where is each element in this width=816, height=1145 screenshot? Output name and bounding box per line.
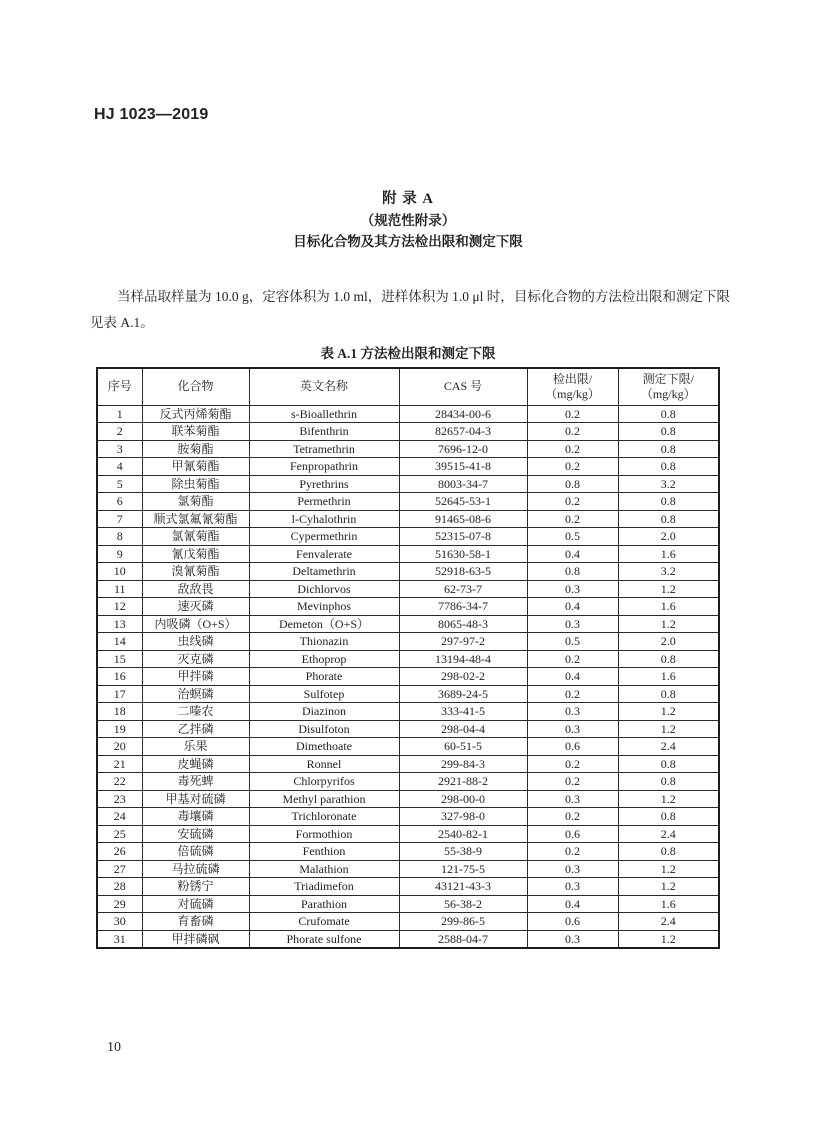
table-cell: 0.5 <box>527 633 618 651</box>
column-header: CAS 号 <box>399 368 527 405</box>
table-cell: 安硫磷 <box>142 825 249 843</box>
table-row <box>97 825 719 843</box>
table-cell: 1.2 <box>618 580 719 598</box>
table-cell: Pyrethrins <box>249 475 399 493</box>
table-row <box>97 475 719 493</box>
column-header: 测定下限/ （mg/kg） <box>618 368 719 405</box>
table-cell: 2.0 <box>618 633 719 651</box>
table-body <box>97 405 719 948</box>
table-cell: 0.3 <box>527 703 618 721</box>
table-cell: 21 <box>97 755 142 773</box>
table-cell: 敌敌畏 <box>142 580 249 598</box>
table-cell: Deltamethrin <box>249 563 399 581</box>
table-cell: Tetramethrin <box>249 440 399 458</box>
table-cell: 0.2 <box>527 773 618 791</box>
table-cell: Trichloronate <box>249 808 399 826</box>
table-cell: 91465-08-6 <box>399 510 527 528</box>
table-cell: 11 <box>97 580 142 598</box>
column-header: 英文名称 <box>249 368 399 405</box>
table-cell: 0.8 <box>618 808 719 826</box>
table-cell: 82657-04-3 <box>399 423 527 441</box>
table-cell: 1.2 <box>618 790 719 808</box>
table-cell: 0.3 <box>527 930 618 948</box>
table-cell: 299-84-3 <box>399 755 527 773</box>
table-cell: 0.8 <box>618 440 719 458</box>
table-row <box>97 685 719 703</box>
table-cell: 速灭磷 <box>142 598 249 616</box>
table-cell: 51630-58-1 <box>399 545 527 563</box>
table-cell: 0.4 <box>527 598 618 616</box>
table-cell: 0.8 <box>618 405 719 423</box>
table-row <box>97 580 719 598</box>
table-cell: 3.2 <box>618 475 719 493</box>
table-cell: 育畜磷 <box>142 913 249 931</box>
table-cell: 16 <box>97 668 142 686</box>
table-cell: 0.2 <box>527 458 618 476</box>
table-cell: 9 <box>97 545 142 563</box>
table-cell: 1.2 <box>618 703 719 721</box>
table-cell: 2.4 <box>618 913 719 931</box>
table-cell: 0.5 <box>527 528 618 546</box>
table-cell: 1.2 <box>618 615 719 633</box>
table-cell: 倍硫磷 <box>142 843 249 861</box>
table-cell: 甲氰菊酯 <box>142 458 249 476</box>
appendix-heading: 目标化合物及其方法检出限和测定下限 <box>293 234 523 249</box>
table-cell: 10 <box>97 563 142 581</box>
intro-paragraph: 当样品取样量为 10.0 g，定容体积为 1.0 ml，进样体积为 1.0 μl 时，目标化合物的方法检出限和测定下限见表 A.1。 <box>90 289 730 330</box>
table-row <box>97 895 719 913</box>
table-cell: 马拉硫磷 <box>142 860 249 878</box>
table-cell: 14 <box>97 633 142 651</box>
table-cell: 0.8 <box>618 423 719 441</box>
table-cell: 氰戊菊酯 <box>142 545 249 563</box>
table-cell: 皮蝇磷 <box>142 755 249 773</box>
table-cell: 0.8 <box>618 755 719 773</box>
table-cell: 0.8 <box>618 773 719 791</box>
table-cell: 反式丙烯菊酯 <box>142 405 249 423</box>
table-cell: 溴氰菊酯 <box>142 563 249 581</box>
table-row <box>97 773 719 791</box>
table-cell: Fenpropathrin <box>249 458 399 476</box>
table-row <box>97 650 719 668</box>
table-cell: Dichlorvos <box>249 580 399 598</box>
table-cell: 13194-48-4 <box>399 650 527 668</box>
table-cell: 0.8 <box>618 650 719 668</box>
table-cell: 0.2 <box>527 808 618 826</box>
appendix-title: 附 录 A <box>382 191 434 207</box>
table-cell: Fenthion <box>249 843 399 861</box>
table-cell: 粉锈宁 <box>142 878 249 896</box>
table-cell: 15 <box>97 650 142 668</box>
table-cell: 甲拌磷 <box>142 668 249 686</box>
table-cell: 除虫菊酯 <box>142 475 249 493</box>
table-row <box>97 615 719 633</box>
table-cell: 2.0 <box>618 528 719 546</box>
table-row <box>97 878 719 896</box>
table-cell: 24 <box>97 808 142 826</box>
table-cell: Disulfoton <box>249 720 399 738</box>
table-cell: 治螟磷 <box>142 685 249 703</box>
table-cell: 8 <box>97 528 142 546</box>
table-row <box>97 598 719 616</box>
table-cell: 2.4 <box>618 738 719 756</box>
table-cell: 2 <box>97 423 142 441</box>
table-cell: 0.8 <box>618 493 719 511</box>
table-cell: 0.3 <box>527 878 618 896</box>
table-cell: 灭克磷 <box>142 650 249 668</box>
column-header: 序号 <box>97 368 142 405</box>
detection-limits-table <box>96 367 720 949</box>
table-cell: 25 <box>97 825 142 843</box>
table-cell: 13 <box>97 615 142 633</box>
table-cell: Permethrin <box>249 493 399 511</box>
table-cell: 0.3 <box>527 720 618 738</box>
table-cell: 乐果 <box>142 738 249 756</box>
table-cell: Parathion <box>249 895 399 913</box>
table-cell: 52918-63-5 <box>399 563 527 581</box>
table-cell: 1.2 <box>618 878 719 896</box>
table-cell: 氯菊酯 <box>142 493 249 511</box>
table-cell: 3689-24-5 <box>399 685 527 703</box>
table-row <box>97 405 719 423</box>
table-row <box>97 930 719 948</box>
table-cell: 17 <box>97 685 142 703</box>
table-cell: 7786-34-7 <box>399 598 527 616</box>
table-cell: 6 <box>97 493 142 511</box>
table-cell: s-Bioallethrin <box>249 405 399 423</box>
table-row <box>97 703 719 721</box>
table-cell: 28434-00-6 <box>399 405 527 423</box>
table-cell: Phorate sulfone <box>249 930 399 948</box>
table-cell: 7696-12-0 <box>399 440 527 458</box>
table-cell: 0.3 <box>527 790 618 808</box>
table-cell: 62-73-7 <box>399 580 527 598</box>
table-row <box>97 458 719 476</box>
table-cell: 顺式氯氟氰菊酯 <box>142 510 249 528</box>
table-row <box>97 510 719 528</box>
table-cell: Formothion <box>249 825 399 843</box>
table-cell: 0.2 <box>527 423 618 441</box>
table-cell: 二嗪农 <box>142 703 249 721</box>
table-cell: Diazinon <box>249 703 399 721</box>
table-cell: 内吸磷（O+S） <box>142 615 249 633</box>
table-cell: 0.2 <box>527 405 618 423</box>
table-cell: 0.2 <box>527 650 618 668</box>
table-row <box>97 563 719 581</box>
table-cell: 298-00-0 <box>399 790 527 808</box>
table-cell: Ronnel <box>249 755 399 773</box>
table-cell: 30 <box>97 913 142 931</box>
table-caption: 表 A.1 方法检出限和测定下限 <box>320 346 496 361</box>
table-row <box>97 755 719 773</box>
table-row <box>97 913 719 931</box>
table-cell: 1.2 <box>618 860 719 878</box>
table-cell: 1.2 <box>618 930 719 948</box>
table-cell: 8003-34-7 <box>399 475 527 493</box>
table-cell: 52315-07-8 <box>399 528 527 546</box>
table-row <box>97 440 719 458</box>
table-cell: 60-51-5 <box>399 738 527 756</box>
table-cell: 0.3 <box>527 615 618 633</box>
table-cell: Phorate <box>249 668 399 686</box>
table-cell: Mevinphos <box>249 598 399 616</box>
table-cell: 2588-04-7 <box>399 930 527 948</box>
table-cell: 乙拌磷 <box>142 720 249 738</box>
table-cell: 22 <box>97 773 142 791</box>
table-cell: 对硫磷 <box>142 895 249 913</box>
table-row <box>97 423 719 441</box>
table-cell: 1.2 <box>618 720 719 738</box>
table-cell: 3 <box>97 440 142 458</box>
table-cell: Triadimefon <box>249 878 399 896</box>
table-cell: 联苯菊酯 <box>142 423 249 441</box>
table-cell: 0.2 <box>527 755 618 773</box>
table-cell: 20 <box>97 738 142 756</box>
table-cell: 0.8 <box>618 510 719 528</box>
table-cell: Bifenthrin <box>249 423 399 441</box>
table-cell: 52645-53-1 <box>399 493 527 511</box>
table-cell: 0.8 <box>618 685 719 703</box>
table-cell: 298-02-2 <box>399 668 527 686</box>
table-cell: 胺菊酯 <box>142 440 249 458</box>
table-cell: Demeton（O+S） <box>249 615 399 633</box>
table-row <box>97 528 719 546</box>
table-row <box>97 808 719 826</box>
table-cell: 7 <box>97 510 142 528</box>
table-cell: 0.2 <box>527 493 618 511</box>
table-cell: 0.6 <box>527 738 618 756</box>
table-cell: 0.8 <box>527 475 618 493</box>
table-row <box>97 843 719 861</box>
table-cell: 27 <box>97 860 142 878</box>
table-cell: 31 <box>97 930 142 948</box>
table-cell: 2540-82-1 <box>399 825 527 843</box>
table-cell: Ethoprop <box>249 650 399 668</box>
table-cell: 0.8 <box>527 563 618 581</box>
table-cell: 4 <box>97 458 142 476</box>
table-row <box>97 668 719 686</box>
table-cell: Cypermethrin <box>249 528 399 546</box>
table-cell: 23 <box>97 790 142 808</box>
table-cell: 甲基对硫磷 <box>142 790 249 808</box>
table-cell: 29 <box>97 895 142 913</box>
table-cell: 5 <box>97 475 142 493</box>
table-cell: 0.3 <box>527 860 618 878</box>
table-cell: Thionazin <box>249 633 399 651</box>
standard-number: HJ 1023—2019 <box>94 106 209 123</box>
table-cell: 55-38-9 <box>399 843 527 861</box>
table-cell: 297-97-2 <box>399 633 527 651</box>
table-cell: 298-04-4 <box>399 720 527 738</box>
table-cell: 虫线磷 <box>142 633 249 651</box>
table-cell: Chlorpyrifos <box>249 773 399 791</box>
table-cell: 56-38-2 <box>399 895 527 913</box>
table-cell: 毒壤磷 <box>142 808 249 826</box>
table-row <box>97 738 719 756</box>
table-cell: 1.6 <box>618 598 719 616</box>
table-cell: 28 <box>97 878 142 896</box>
table-cell: Methyl parathion <box>249 790 399 808</box>
column-header: 检出限/ （mg/kg） <box>527 368 618 405</box>
table-cell: 121-75-5 <box>399 860 527 878</box>
table-row <box>97 493 719 511</box>
table-cell: 19 <box>97 720 142 738</box>
table-cell: 2921-88-2 <box>399 773 527 791</box>
page-number: 10 <box>107 1040 121 1055</box>
table-cell: 0.6 <box>527 913 618 931</box>
table-cell: Fenvalerate <box>249 545 399 563</box>
appendix-subtitle: （规范性附录） <box>360 213 456 228</box>
table-cell: 0.4 <box>527 668 618 686</box>
table-row <box>97 545 719 563</box>
table-row <box>97 720 719 738</box>
table-cell: Dimethoate <box>249 738 399 756</box>
table-row <box>97 860 719 878</box>
table-cell: 1 <box>97 405 142 423</box>
table-cell: 39515-41-8 <box>399 458 527 476</box>
table-cell: 12 <box>97 598 142 616</box>
column-header: 化合物 <box>142 368 249 405</box>
table-cell: 8065-48-3 <box>399 615 527 633</box>
table-cell: 1.6 <box>618 668 719 686</box>
table-row <box>97 790 719 808</box>
table-cell: 3.2 <box>618 563 719 581</box>
table-cell: 0.4 <box>527 895 618 913</box>
table-cell: 0.3 <box>527 580 618 598</box>
table-cell: 43121-43-3 <box>399 878 527 896</box>
table-cell: 甲拌磷砜 <box>142 930 249 948</box>
table-cell: 0.2 <box>527 685 618 703</box>
table-cell: 333-41-5 <box>399 703 527 721</box>
table-header <box>97 368 719 405</box>
table-cell: Crufomate <box>249 913 399 931</box>
table-row <box>97 633 719 651</box>
table-header-row <box>97 368 719 405</box>
table-cell: Malathion <box>249 860 399 878</box>
table-cell: 26 <box>97 843 142 861</box>
table-cell: 0.2 <box>527 510 618 528</box>
table-cell: Sulfotep <box>249 685 399 703</box>
table-cell: 327-98-0 <box>399 808 527 826</box>
table-cell: 0.6 <box>527 825 618 843</box>
table-cell: 毒死蜱 <box>142 773 249 791</box>
table-cell: 0.8 <box>618 843 719 861</box>
table-cell: 18 <box>97 703 142 721</box>
table-cell: l-Cyhalothrin <box>249 510 399 528</box>
table-cell: 0.8 <box>618 458 719 476</box>
table-cell: 0.2 <box>527 440 618 458</box>
table-cell: 0.2 <box>527 843 618 861</box>
table-cell: 2.4 <box>618 825 719 843</box>
table-cell: 1.6 <box>618 545 719 563</box>
table-cell: 299-86-5 <box>399 913 527 931</box>
table-cell: 0.4 <box>527 545 618 563</box>
table-cell: 氯氰菊酯 <box>142 528 249 546</box>
table-cell: 1.6 <box>618 895 719 913</box>
